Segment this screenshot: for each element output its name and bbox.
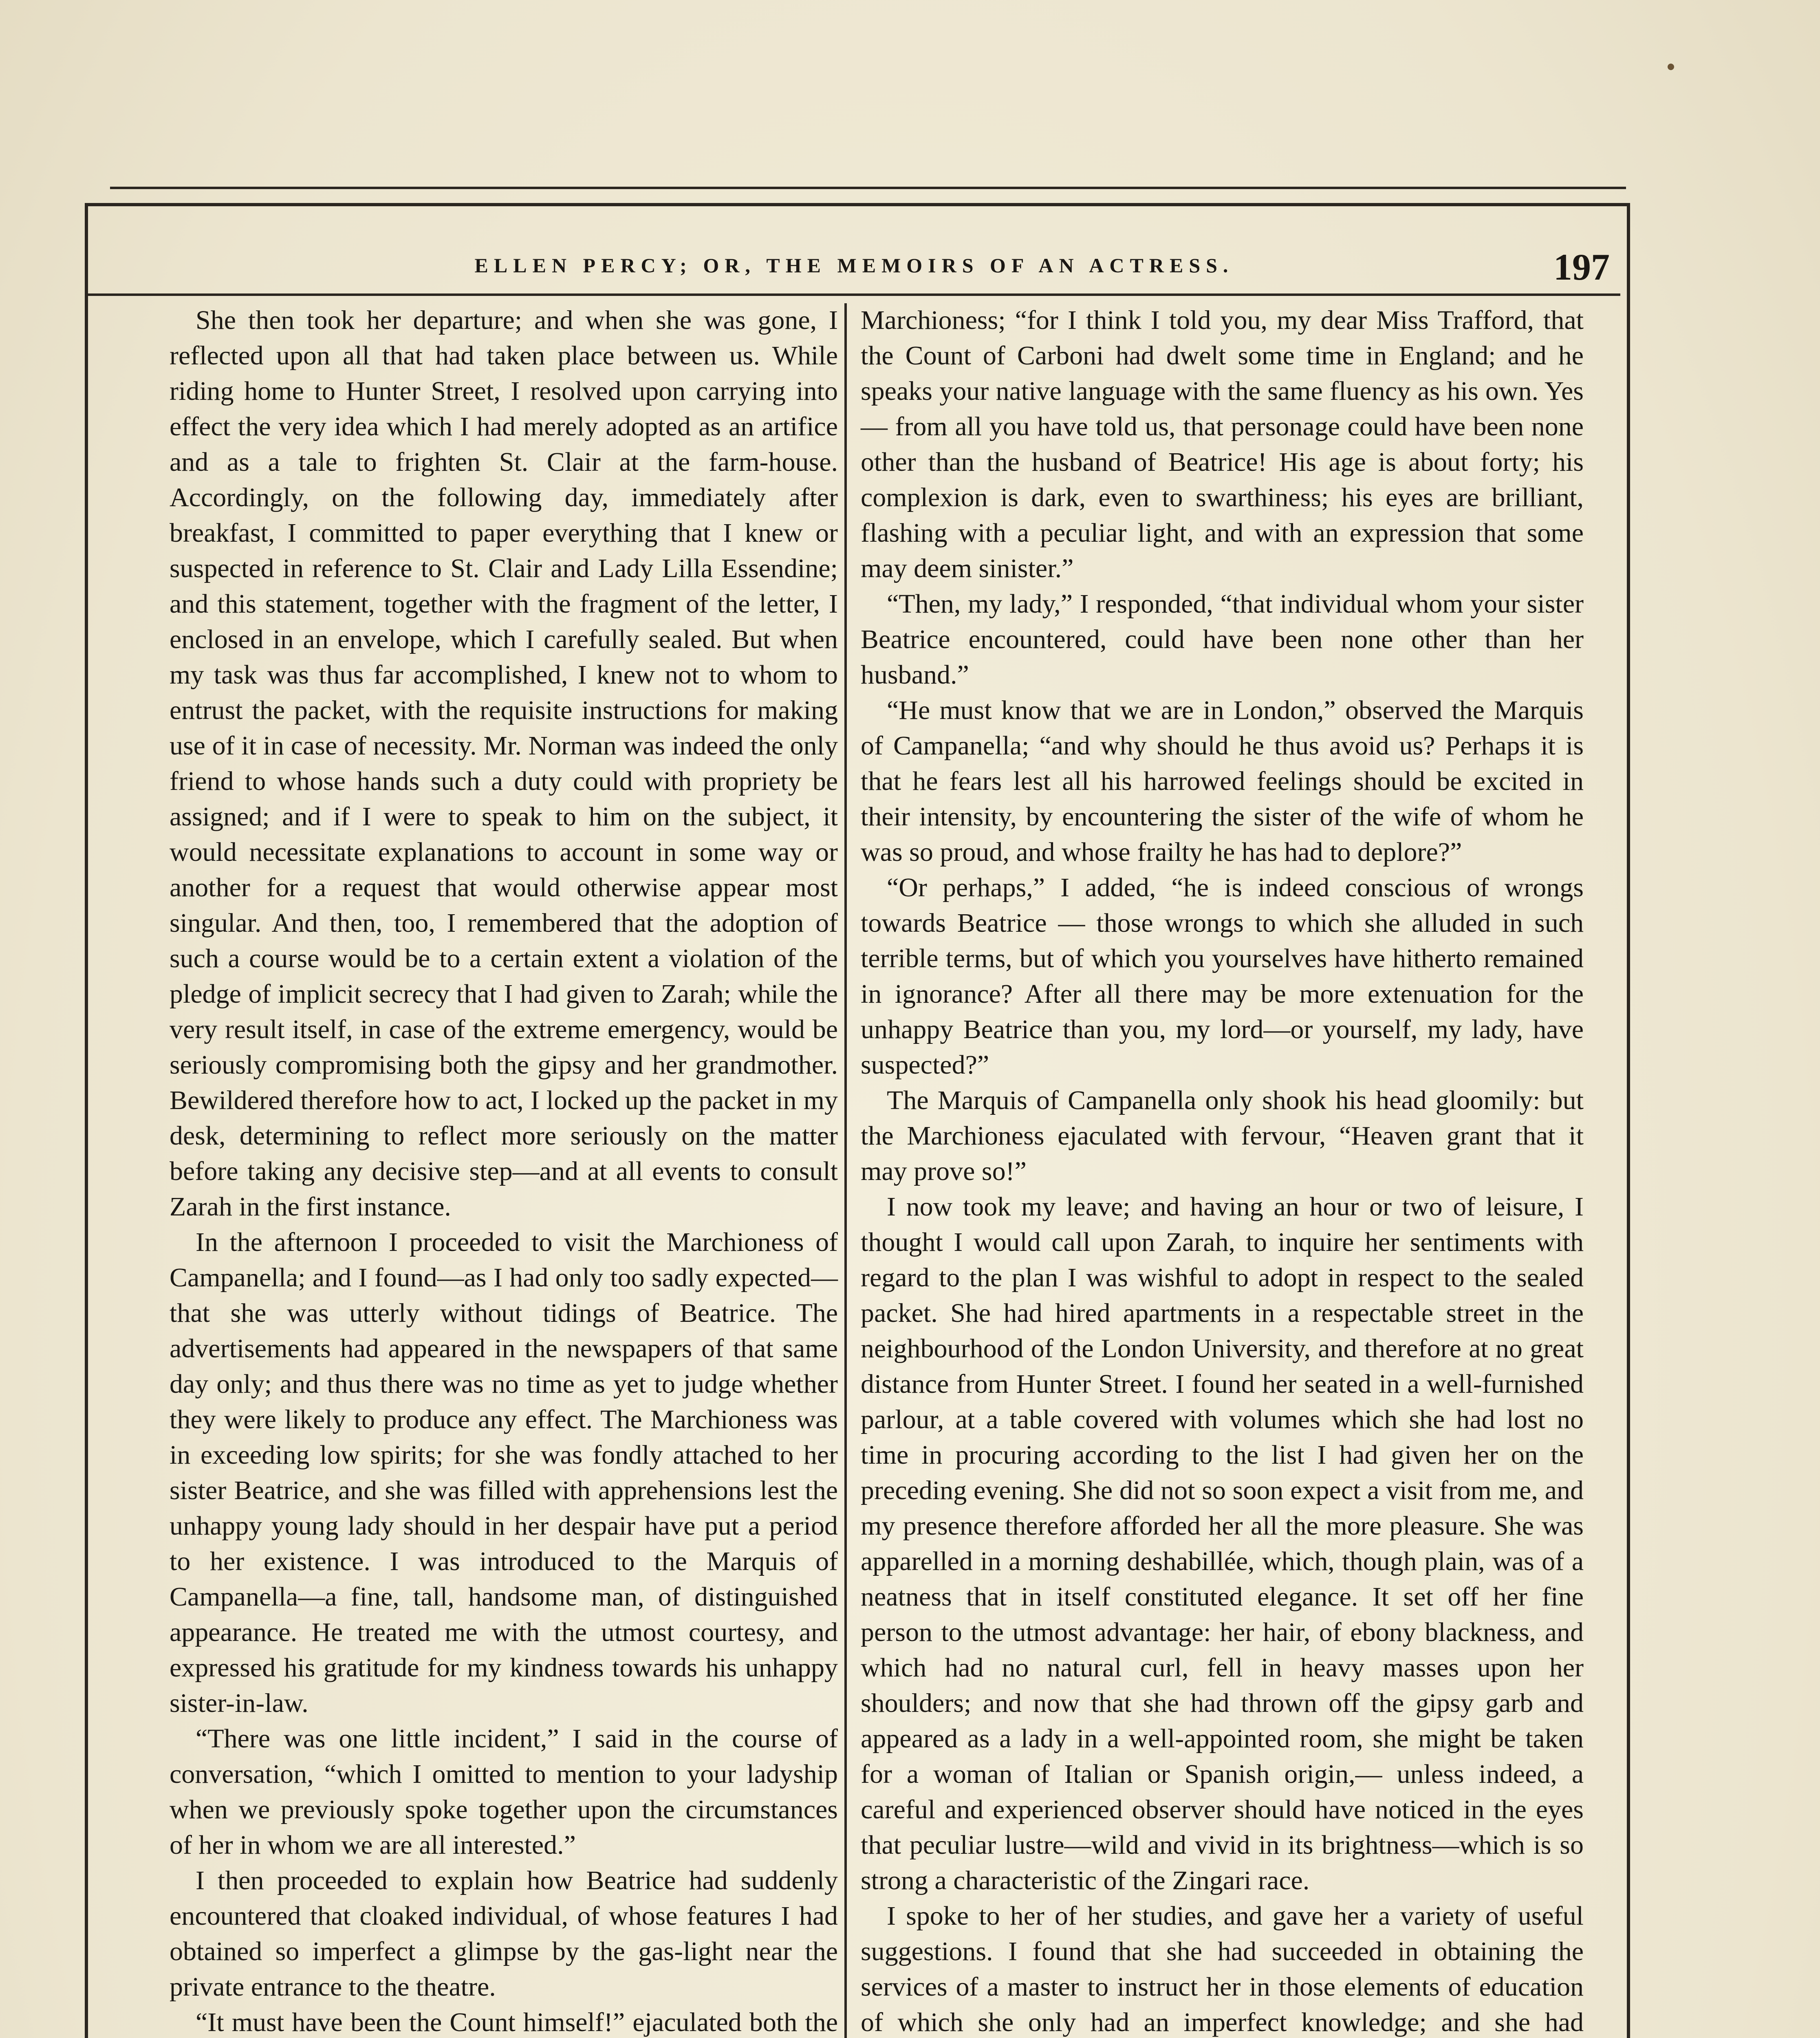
column-divider [844,303,847,2038]
paragraph: I then proceeded to explain how Beatrice had suddenly encountered that cloaked individual, of whose features I had obtained so imperfect a glimpse by the gas-light near the private entrance to the theatre. [170,1866,838,2002]
top-rule [110,187,1626,189]
paragraph: In the afternoon I proceeded to visit the Marchioness of Campanella; and I found—as I had only too sadly expected—that she was utterly without tidings of Beatrice. The advertisements had appeared in the newspapers of that same day only; and thus there was no time as yet to judge whether they were likely to produce any effect. The Marchioness was in exceeding low spirits; for she was fondly attached to her sister Beatrice, and she was filled with apprehensions lest the unhappy young lady should in her despair have put a period to her existence. I was introduced to the Marquis of Campanella—a fine, tall, handsome man, of distinguished appearance. He treated me with the utmost courtesy, and expressed his gratitude for my kindness towards his unhappy sister-in-law. [170,1227,838,1718]
paragraph: The Marquis of Campanella only shook his head gloomily: but the Marchioness ejaculated with fervour, “Heaven grant that it may prove so!” [861,1085,1584,1186]
paragraph: “Then, my lady,” I responded, “that individual whom your sister Beatrice encountered, could have been none other than her husband.” [861,589,1584,690]
paragraph: She then took her departure; and when she was gone, I reflected upon all that had taken place between us. While riding home to Hunter Street, I resolved upon carrying into effect the very idea which I had merely adopted as an artifice and as a tale to frighten St. Clair at the farm-house. Accordingly, on the following day, immediately after breakfast, I committed to paper everything that I knew or suspected in reference to St. Clair and Lady Lilla Essendine; and this statement, together with the fragment of the letter, I enclosed in an envelope, which I carefully sealed. But when my task was thus far accomplished, I knew not to whom to entrust the packet, with the requisite instructions for making use of it in case of necessity. Mr. Norman was indeed the only friend to whose hands such a duty could with propriety be assigned; and if I were to speak to him on the subject, it would necessitate explanations to account in some way or another for a request that would otherwise appear most singular. And then, too, I remembered that the adoption of such a course would be to a certain extent a violation of the pledge of implicit secrecy that I had given to Zarah; while the very result itself, in case of the extreme emergency, would be seriously compromising both the gipsy and her grandmother. Bewildered therefore how to act, I locked up the packet in my desk, determining to reflect more seriously on the matter before taking any decisive step—and at all events to consult Zarah in the first instance. [170,305,838,1222]
ink-spot [1668,64,1674,70]
left-column [170,302,838,2038]
page-number: 197 [1553,246,1610,288]
paragraph: “There was one little incident,” I said in the course of conversation, “which I omitted to mention to your ladyship when we previously spoke together upon the circumstances of her in whom we are all interested.” [170,1724,838,1860]
paragraph: I spoke to her of her studies, and gave her a variety of useful suggestions. I found that she had succeeded in obtaining the services of a master to instruct her in those elements of education of which she only had an imperfect knowledge; and she had [861,1901,1584,2037]
header-rule [88,293,1620,296]
page-header [88,246,1620,291]
running-title: ELLEN PERCY; OR, THE MEMOIRS OF AN ACTRESS. [474,254,1234,277]
paragraph: “Or perhaps,” I added, “he is indeed conscious of wrongs towards Beatrice — those wrongs to which she alluded in such terrible terms, but of which you yourselves have hitherto remained in ignorance? After all there may be more extenuation for the unhappy Beatrice than you, my lord—or yourself, my lady, have suspected?” [861,873,1584,1080]
paragraph: “He must know that we are in London,” observed the Marquis of Campanella; “and why should he thus avoid us? Perhaps it is that he fears lest all his harrowed feelings should be excited in their intensity, by encountering the sister of the wife of whom he was so proud, and whose frailty he has had to deplore?” [861,695,1584,867]
paragraph: I now took my leave; and having an hour or two of leisure, I thought I would call upon Zarah, to inquire her sentiments with regard to the plan I was wishful to adopt in respect to the sealed packet. She had hired apartments in a respectable street in the neighbourhood of the London University, and therefore at no great distance from Hunter Street. I found her seated in a well-furnished parlour, at a table covered with volumes which she had lost no time in procuring according to the list I had given her on the preceding evening. She did not so soon expect a visit from me, and my presence therefore afforded her all the more pleasure. She was apparelled in a morning deshabillée, which, though plain, was of a neatness that in itself constituted elegance. It set off her fine person to the utmost advantage: her hair, of ebony blackness, and which had no natural curl, fell in heavy masses upon her shoulders; and now that she had thrown off the gipsy garb and appeared as a lady in a well-appointed room, she might be taken for a woman of Italian or Spanish origin,— unless indeed, a careful and experienced observer should have noticed in the eyes that peculiar lustre—wild and vivid in its brightness—which is so strong a characteristic of the Zingari race. [861,1192,1584,1895]
paragraph-continued: Marchioness; “for I think I told you, my dear Miss Trafford, that the Count of Carboni had dwelt some time in England; and he speaks your native language with the same fluency as his own. Yes — from all you have told us, that personage could have been none other than the husband of Beatrice! His age is about forty; his complexion is dark, even to swarthiness; his eyes are brilliant, flashing with a peculiar light, and with an expression that some may deem sinister.” [861,305,1584,583]
paragraph: “It must have been the Count himself!” ejaculated both the [196,2007,838,2037]
right-column [861,302,1584,2038]
